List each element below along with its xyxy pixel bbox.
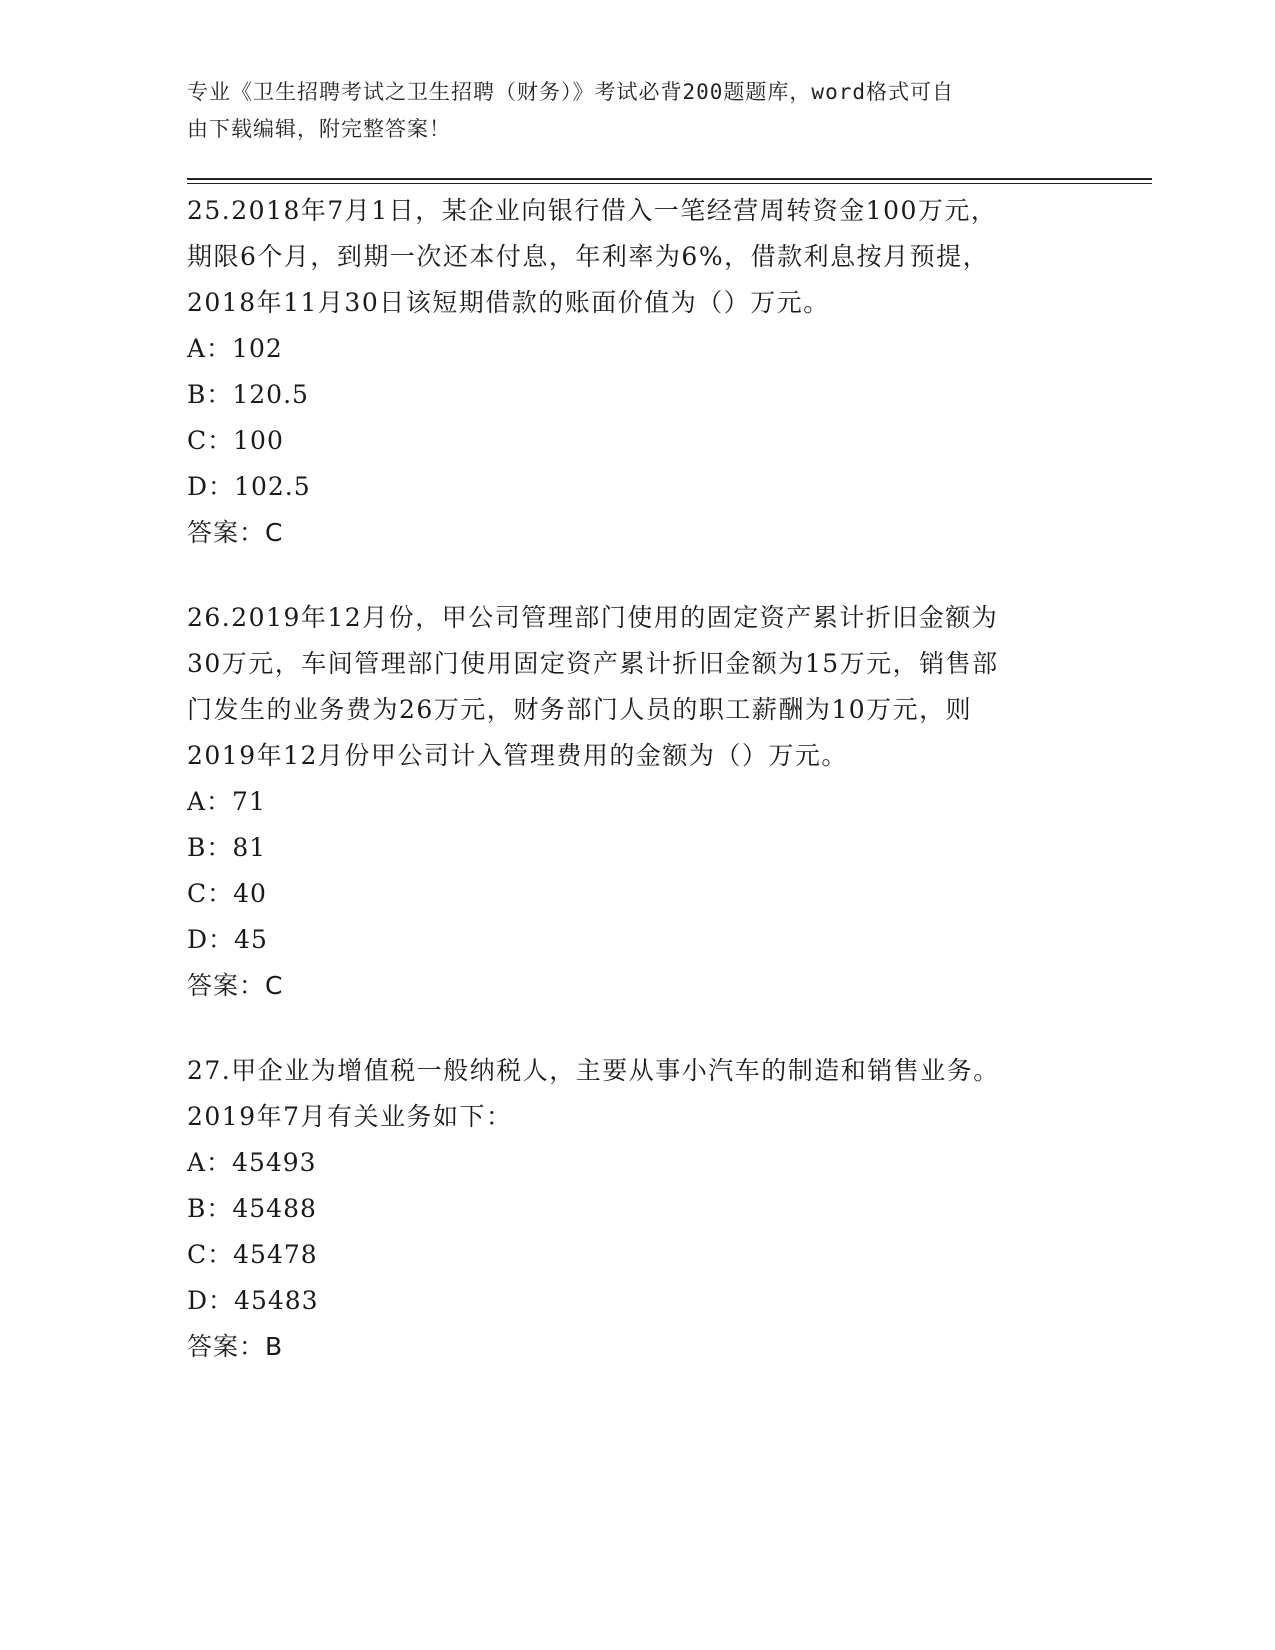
header-line-2: 由下载编辑，附完整答案！ <box>187 117 451 141</box>
option-a: A：71 <box>187 787 266 816</box>
question-stem-line: 2018年11月30日该短期借款的账面价值为（）万元。 <box>187 288 830 317</box>
option-b: B：120.5 <box>187 380 309 409</box>
option-c: C：100 <box>187 426 284 455</box>
option-d: D：45 <box>187 925 268 954</box>
question-stem-line: 26.2019年12月份，甲公司管理部门使用的固定资产累计折旧金额为 <box>187 603 999 632</box>
option-a: A：45493 <box>187 1148 317 1177</box>
question-stem-line: 期限6个月，到期一次还本付息，年利率为6%，借款利息按月预提， <box>187 242 990 271</box>
question-stem-line: 2019年12月份甲公司计入管理费用的金额为（）万元。 <box>187 741 848 770</box>
option-c: C：45478 <box>187 1240 318 1269</box>
option-d: D：102.5 <box>187 472 311 501</box>
document-header <box>187 74 1087 148</box>
header-divider-thin <box>187 183 1152 184</box>
question-stem-line: 2019年7月有关业务如下： <box>187 1102 513 1131</box>
question-25 <box>187 188 1087 556</box>
question-26 <box>187 595 1087 1009</box>
option-b: B：81 <box>187 833 267 862</box>
question-stem-line: 25.2018年7月1日，某企业向银行借入一笔经营周转资金100万元， <box>187 196 998 225</box>
answer-line: 答案：C <box>187 971 284 1000</box>
option-a: A：102 <box>187 334 283 363</box>
option-c: C：40 <box>187 879 267 908</box>
header-divider-thick <box>187 178 1152 180</box>
question-stem-line: 门发生的业务费为26万元，财务部门人员的职工薪酬为10万元，则 <box>187 695 973 724</box>
option-b: B：45488 <box>187 1194 317 1223</box>
question-27 <box>187 1048 1087 1370</box>
header-line-1: 专业《卫生招聘考试之卫生招聘（财务）》考试必背200题题库，word格式可自 <box>187 80 954 104</box>
question-stem-line: 30万元，车间管理部门使用固定资产累计折旧金额为15万元，销售部 <box>187 649 999 678</box>
question-stem-line: 27.甲企业为增值税一般纳税人，主要从事小汽车的制造和销售业务。 <box>187 1056 1000 1085</box>
answer-line: 答案：B <box>187 1332 284 1361</box>
option-d: D：45483 <box>187 1286 319 1315</box>
answer-line: 答案：C <box>187 518 284 547</box>
